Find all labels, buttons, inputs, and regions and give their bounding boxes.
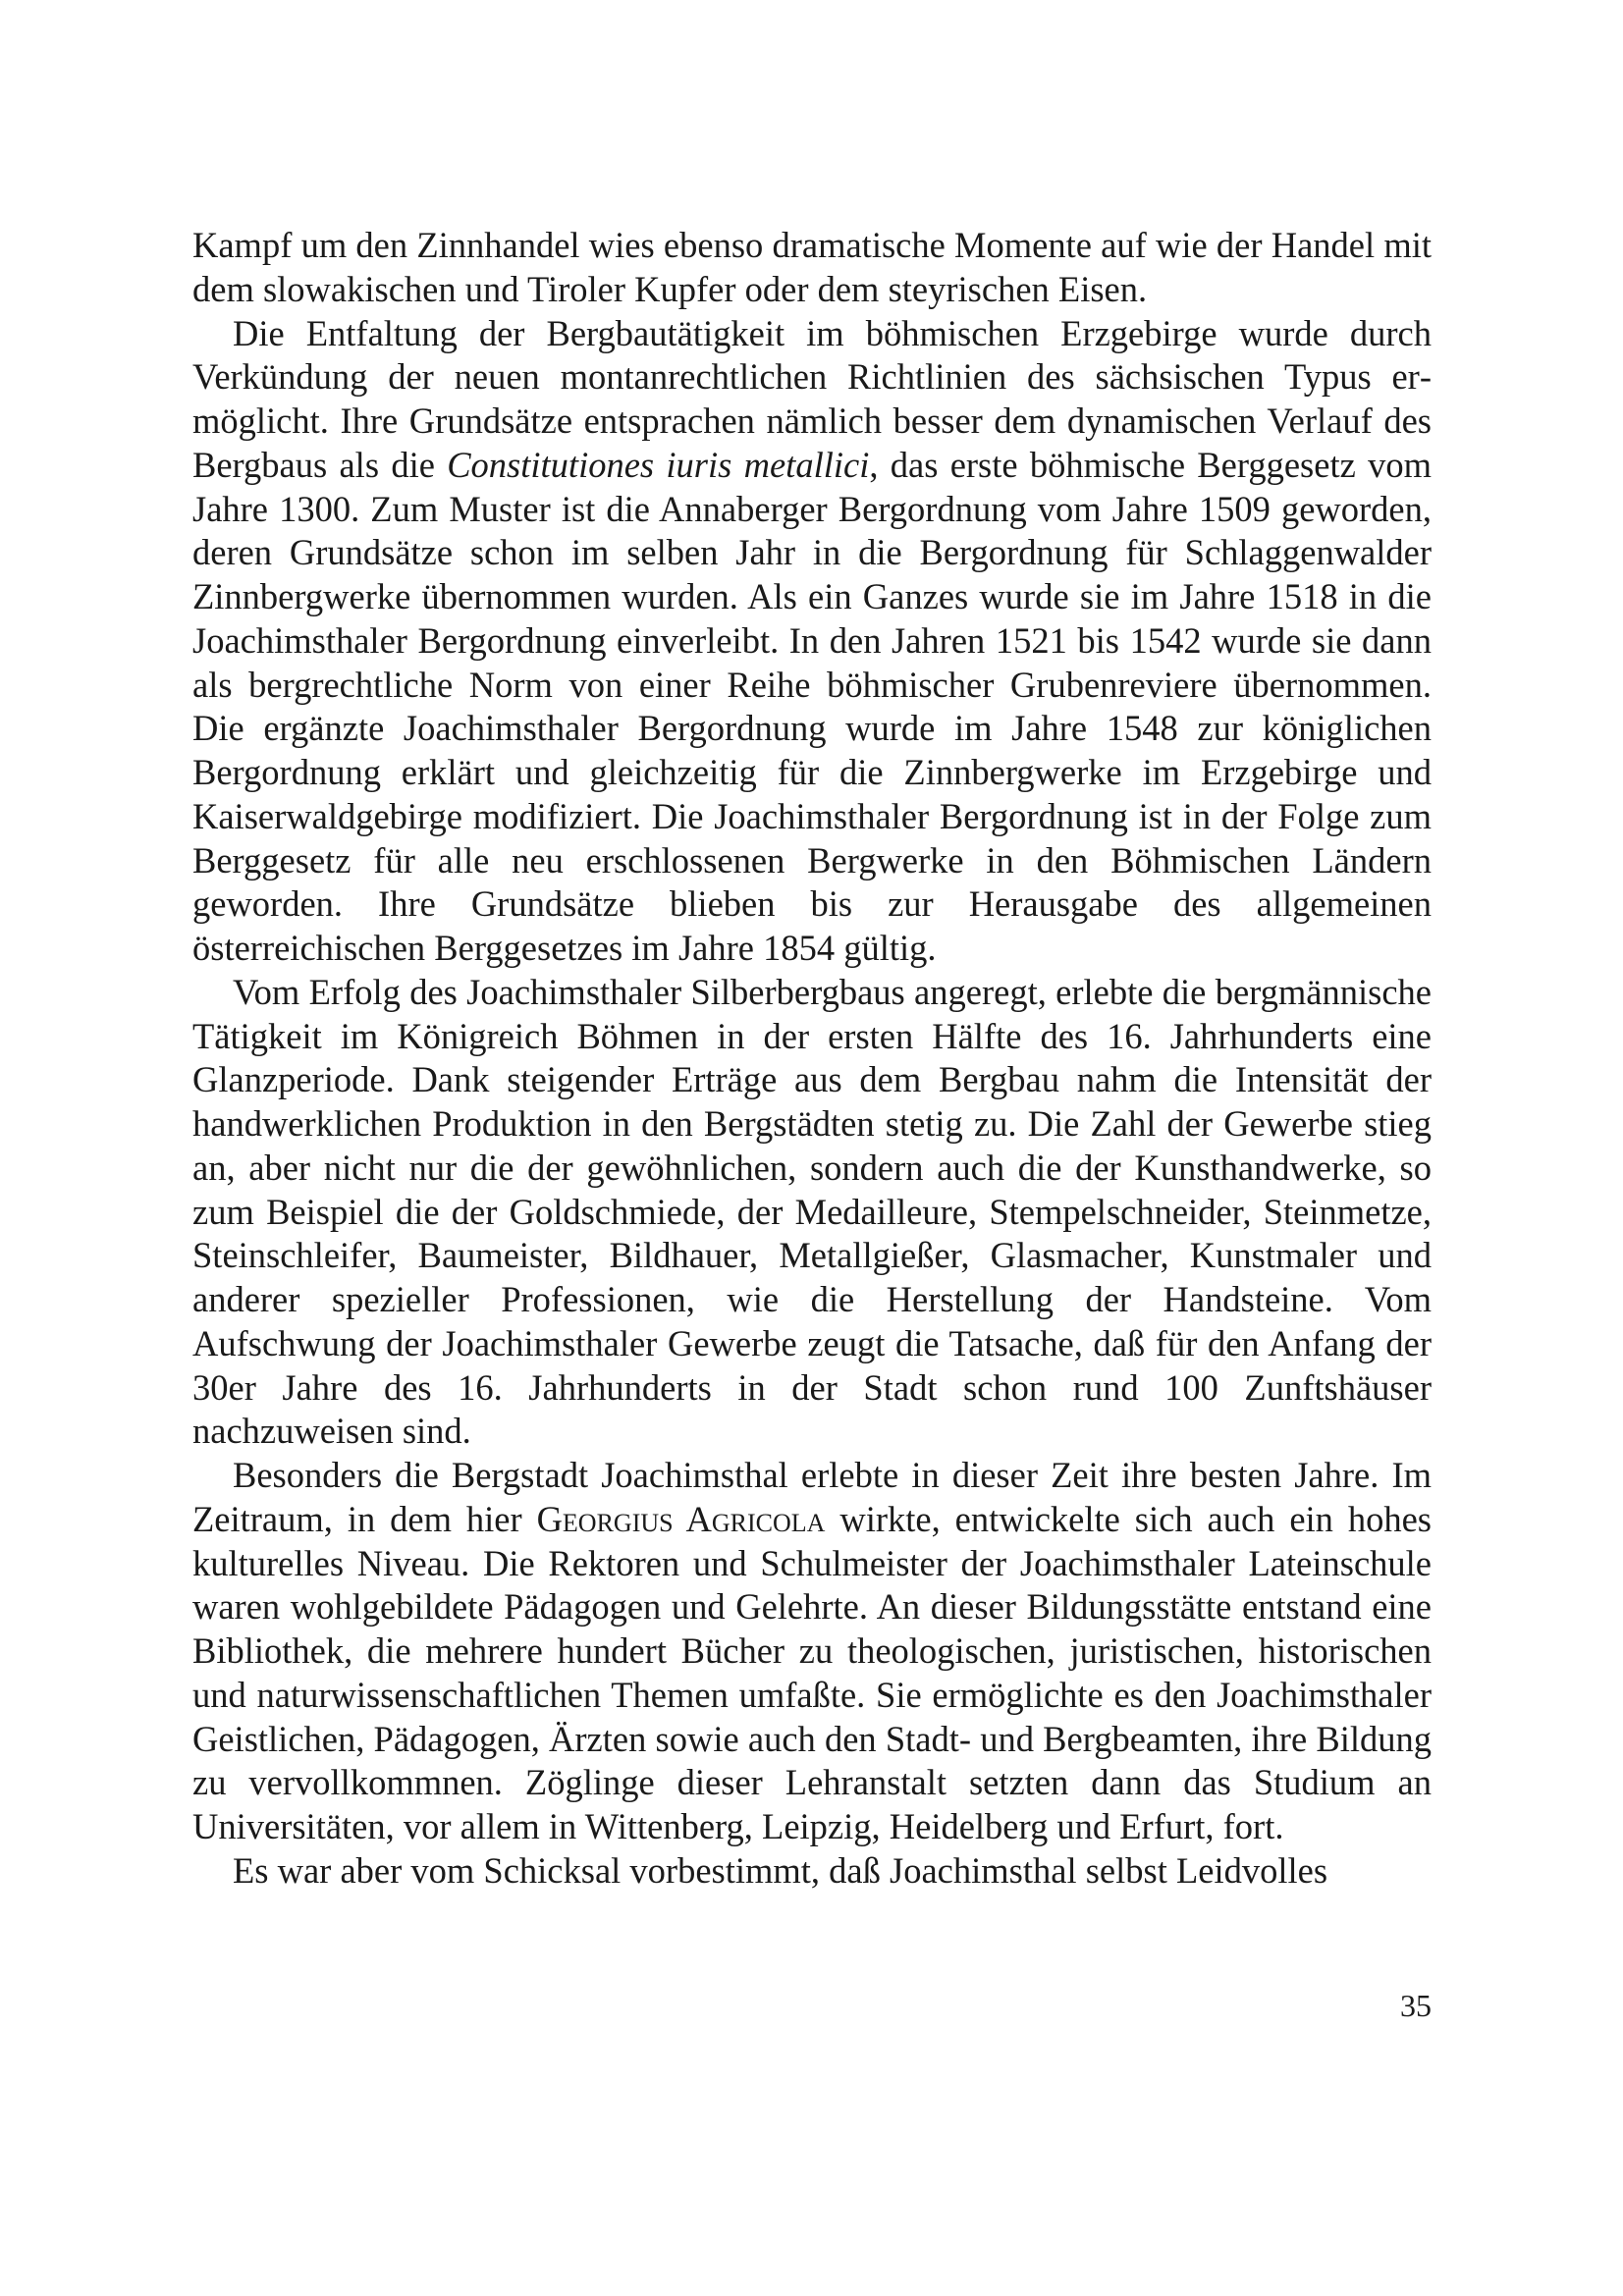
- paragraph-5-text: Es war aber vom Schicksal vorbestimmt, daß Joachimsthal selbst Leidvolles: [233, 1849, 1328, 1891]
- paragraph-4-text-b: wirkte, entwickelte sich auch ein hohes kulturelles Niveau. Die Rektoren und Schulmeister der Joachimsthaler Lateinschule waren wohlgebildete Pädagogen und Gelehrte. An dieser Bildungsstätte entstand eine Bibliothek, die mehrere hundert Bücher zu theologischen, juristischen, historischen und naturwissenschaftlichen Themen umfaßte. Sie ermöglichte es den Joachimsthaler Geistlichen, Pädagogen, Ärzten sowie auch den Stadt- und Bergbeamten, ihre Bildung zu vervollkommnen. Zöglinge dieser Lehranstalt setzten dann das Studium an Universitäten, vor allem in Wittenberg, Leipzig, Heidelberg und Erfurt, fort.: [192, 1498, 1432, 1846]
- paragraph-1: [192, 224, 1432, 312]
- paragraph-3: [192, 971, 1432, 1454]
- paragraph-3-text: Vom Erfolg des Joachimsthaler Silberbergbaus angeregt, erlebte die bergmännische Tätigkeit im Königreich Böhmen in der ersten Hälfte des 16. Jahrhunderts eine Glanzperiode. Dank steigender Erträge aus dem Bergbau nahm die Intensität der handwerklichen Produktion in den Bergstädten stetig zu. Die Zahl der Gewerbe stieg an, aber nicht nur die der gewöhnlichen, sondern auch die der Kunsthandwerke, so zum Beispiel die der Goldschmiede, der Medailleure, Stempelschneider, Steinmetze, Steinschleifer, Baumeister, Bildhauer, Metallgießer, Glasmacher, Kunstmaler und anderer spezieller Professionen, wie die Herstellung der Handsteine. Vom Aufschwung der Joachimsthaler Gewerbe zeugt die Tatsache, daß für den Anfang der 30er Jahre des 16. Jahrhunderts in der Stadt schon rund 100 Zunftshäuser nachzuweisen sind.: [192, 971, 1432, 1452]
- italic-title-constitutiones: Constitutiones iuris metallici: [447, 444, 870, 485]
- paragraph-2-text-a: Die Entfaltung der Bergbautätigkeit im böhmischen Erzgebirge wurde durch Verkündung der neuen montanrechtlichen Richtlinien des sächsischen Typus ermöglicht. Ihre Grundsätze entsprachen nämlich besser dem dynamischen Verlauf des Bergbaus als die: [192, 312, 1432, 485]
- paragraph-4: [192, 1454, 1432, 1849]
- body-text: [192, 224, 1432, 1894]
- paragraph-5: [192, 1849, 1432, 1894]
- paragraph-1-text: Kampf um den Zinnhandel wies ebenso dramatische Momente auf wie der Handel mit dem slowakischen und Tiroler Kupfer oder dem steyrischen Eisen.: [192, 225, 1432, 309]
- page-number: 35: [1400, 1988, 1432, 2023]
- paragraph-4-text-a: Besonders die Bergstadt Joachimsthal erlebte in dieser Zeit ihre besten Jahre. Im Zeitraum, in dem hier: [192, 1455, 1432, 1539]
- paragraph-2-text-b: , das erste böhmische Berggesetz vom Jahre 1300. Zum Muster ist die Annaberger Bergordnung vom Jahre 1509 geworden, deren Grundsätze schon im selben Jahr in die Bergordnung für Schlaggenwalder Zinnbergwerke übernommen wurden. Als ein Ganzes wurde sie im Jahre 1518 in die Joachimsthaler Bergordnung einverleibt. In den Jahren 1521 bis 1542 wurde sie dann als bergrechtliche Norm von einer Reihe böhmischer Grubenreviere übernommen. Die ergänzte Joachimsthaler Bergordnung wurde im Jahre 1548 zur königlichen Bergordnung erklärt und gleichzeitig für die Zinnbergwerke im Erzgebirge und Kaiserwaldgebirge modifiziert. Die Joachimsthaler Bergordnung ist in der Folge zum Berggesetz für alle neu erschlossenen Bergwerke in den Böhmischen Ländern geworden. Ihre Grundsätze blieben bis zur Herausgabe des allgemeinen österreichischen Berggesetzes im Jahre 1854 gültig.: [192, 444, 1432, 968]
- person-name-agricola: Georgius Agricola: [536, 1498, 826, 1539]
- paragraph-2: [192, 312, 1432, 971]
